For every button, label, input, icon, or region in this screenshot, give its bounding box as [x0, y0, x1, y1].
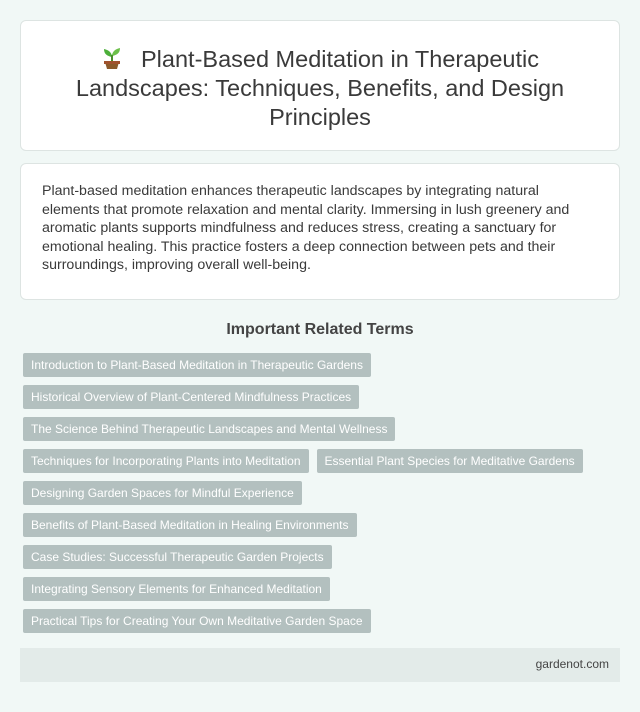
- related-term-tag[interactable]: Essential Plant Species for Meditative Gardens: [317, 449, 583, 473]
- related-term-tag[interactable]: Practical Tips for Creating Your Own Meditative Garden Space: [23, 609, 371, 633]
- title-card: [20, 20, 620, 151]
- page-title: [51, 44, 589, 132]
- related-term-tag[interactable]: Case Studies: Successful Therapeutic Garden Projects: [23, 545, 332, 569]
- page-title-text: Plant-Based Meditation in Therapeutic Landscapes: Techniques, Benefits, and Design Principles: [75, 46, 565, 130]
- related-term-tag[interactable]: Techniques for Incorporating Plants into Meditation: [23, 449, 309, 473]
- sprout-icon: [101, 44, 123, 70]
- summary-card: [20, 163, 620, 300]
- related-term-tag[interactable]: Historical Overview of Plant-Centered Mindfulness Practices: [23, 385, 359, 409]
- related-terms-heading: Important Related Terms: [226, 321, 414, 338]
- footer-site-name[interactable]: gardenot.com: [535, 657, 609, 671]
- related-term-tag[interactable]: Designing Garden Spaces for Mindful Experience: [23, 481, 302, 505]
- related-term-tag[interactable]: Benefits of Plant-Based Meditation in Healing Environments: [23, 513, 357, 537]
- summary-text: Plant-based meditation enhances therapeutic landscapes by integrating natural elements that promote relaxation and mental clarity. Immersing in lush greenery and aromatic plants supports mindfulness and reduces stress, creating a sanctuary for emotional healing. This practice fosters a deep connection between pets and their surroundings, improving overall well-being.: [42, 183, 570, 273]
- related-term-tag[interactable]: Integrating Sensory Elements for Enhanced Meditation: [23, 577, 330, 601]
- related-term-tag[interactable]: The Science Behind Therapeutic Landscapes and Mental Wellness: [23, 417, 395, 441]
- related-term-tag[interactable]: Introduction to Plant-Based Meditation in Therapeutic Gardens: [23, 353, 371, 377]
- footer: [20, 648, 620, 682]
- related-terms-list: [23, 353, 623, 633]
